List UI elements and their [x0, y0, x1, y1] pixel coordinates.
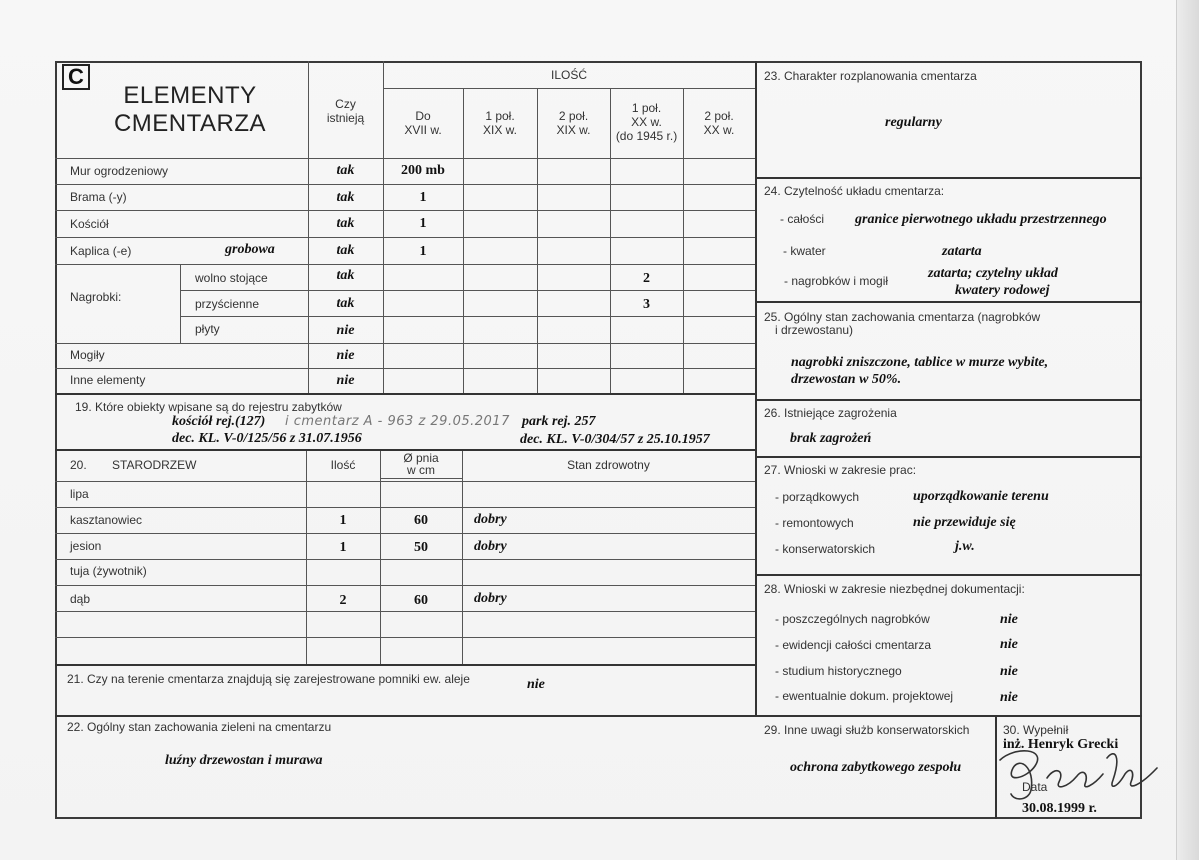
- q25-answer-line1: nagrobki zniszczone, tablice w murze wybite,: [791, 355, 1049, 370]
- col-divider: [380, 450, 381, 665]
- q24-quarters-value: zatarta: [942, 244, 982, 259]
- q26-answer: brak zagrożeń: [790, 431, 872, 446]
- row-line: [180, 290, 755, 291]
- row-line: [55, 507, 755, 508]
- q24-quarters-label: - kwater: [783, 244, 826, 258]
- exists-value: tak: [336, 216, 355, 231]
- exists-value: tak: [336, 268, 355, 283]
- tree-name: kasztanowiec: [70, 513, 143, 527]
- col-divider: [462, 450, 463, 665]
- quantity-value: 1: [419, 216, 427, 231]
- trees-diameter-header: Ø pnia w cm: [403, 451, 439, 477]
- row-line: [55, 237, 755, 238]
- tree-qty: 1: [339, 513, 347, 528]
- row-label: Mogiły: [70, 348, 105, 362]
- q28-item-value: nie: [1000, 664, 1018, 679]
- register-church: kościół rej.(127): [172, 414, 266, 429]
- q24-text: 24. Czytelność układu cmentarza:: [764, 184, 945, 198]
- q30-text: 30. Wypełnił: [1003, 723, 1069, 737]
- section-line: [55, 393, 755, 395]
- quantity-value: 3: [643, 297, 650, 312]
- row-line: [55, 611, 755, 612]
- section-line: [755, 177, 1142, 179]
- q28-item-label: - ewidencji całości cmentarza: [775, 638, 932, 652]
- period-header: Do XVII w.: [404, 109, 442, 137]
- exists-value: tak: [336, 243, 355, 258]
- section-line: [755, 399, 1142, 401]
- period-header: 1 poł. XIX w.: [482, 109, 517, 137]
- q28-item-value: nie: [1000, 690, 1018, 705]
- q29-text: 29. Inne uwagi służb konserwatorskich: [764, 723, 970, 737]
- row-label: płyty: [195, 322, 220, 336]
- q28-item-label: - ewentualnie dokum. projektowej: [775, 689, 954, 703]
- row-line: [383, 88, 755, 89]
- exists-header: Czy istnieją: [326, 97, 365, 125]
- exists-value: nie: [336, 373, 355, 388]
- main-divider: [755, 61, 757, 717]
- register-decision-park: dec. KL. V-0/304/57 z 25.10.1957: [520, 432, 710, 447]
- quantity-value: 1: [419, 190, 427, 205]
- row-line: [55, 264, 755, 265]
- q27-item-value: nie przewiduje się: [913, 515, 1016, 530]
- q22-text: 22. Ogólny stan zachowania zieleni na cmentarzu: [67, 720, 332, 734]
- row-label: Mur ogrodzeniowy: [70, 164, 169, 178]
- q24-graves-label: - nagrobków i mogił: [784, 274, 889, 288]
- chapel-note: grobowa: [225, 242, 275, 257]
- row-line: [380, 478, 462, 479]
- period-header: 2 poł. XX w.: [703, 109, 735, 137]
- trees-number: 20.: [70, 458, 87, 472]
- graves-label: Nagrobki:: [70, 290, 122, 304]
- tree-health: dobry: [474, 512, 507, 527]
- row-line: [55, 559, 755, 560]
- q25-text-line1: 25. Ogólny stan zachowania cmentarza (nagrobków: [764, 310, 1041, 324]
- q30-date: 30.08.1999 r.: [1022, 801, 1097, 816]
- quantity-value: 1: [419, 244, 427, 259]
- form-title-line2: CMENTARZA: [113, 110, 267, 137]
- section-line: [755, 456, 1142, 458]
- section-letter: C: [62, 64, 90, 90]
- signature-mark: [985, 738, 1165, 808]
- q23-text: 23. Charakter rozplanowania cmentarza: [764, 69, 977, 83]
- tree-diameter: 50: [414, 540, 428, 555]
- q29-answer: ochrona zabytkowego zespołu: [790, 760, 962, 775]
- section-line: [755, 301, 1142, 303]
- section-line: [55, 664, 755, 666]
- register-question: 19. Które obiekty wpisane są do rejestru zabytków: [75, 400, 342, 414]
- q28-item-label: - studium historycznego: [775, 664, 902, 678]
- register-decision-church: dec. KL. V-0/125/56 z 31.07.1956: [172, 431, 362, 446]
- section-line: [755, 574, 1142, 576]
- q28-item-value: nie: [1000, 612, 1018, 627]
- q28-item-value: nie: [1000, 637, 1018, 652]
- tree-diameter: 60: [414, 513, 428, 528]
- row-line: [55, 481, 755, 482]
- register-park: park rej. 257: [522, 414, 596, 429]
- q25-answer-line2: drzewostan w 50%.: [791, 372, 902, 387]
- form-title-line1: ELEMENTY: [123, 82, 257, 109]
- col-divider: [180, 264, 181, 343]
- q21-answer: nie: [527, 677, 545, 692]
- col-divider: [306, 450, 307, 665]
- tree-qty: 2: [339, 593, 347, 608]
- quantity-value: 2: [643, 271, 650, 286]
- row-label: przyścienne: [195, 297, 260, 311]
- period-header: 2 poł. XIX w.: [556, 109, 591, 137]
- row-line: [55, 533, 755, 534]
- q27-item-label: - konserwatorskich: [775, 542, 876, 556]
- q28-text: 28. Wnioski w zakresie niezbędnej dokumentacji:: [764, 582, 1025, 596]
- scanner-edge: [1176, 0, 1199, 860]
- q28-item-label: - poszczególnych nagrobków: [775, 612, 930, 626]
- q21-text: 21. Czy na terenie cmentarza znajdują się zarejestrowane pomniki ew. aleje: [67, 672, 470, 686]
- tree-qty: 1: [339, 540, 347, 555]
- tree-diameter: 60: [414, 593, 428, 608]
- row-line: [55, 343, 755, 344]
- quantity-value: 200 mb: [401, 163, 445, 178]
- tree-name: tuja (żywotnik): [70, 564, 147, 578]
- row-line: [55, 158, 755, 159]
- exists-value: tak: [336, 296, 355, 311]
- tree-health: dobry: [474, 539, 507, 554]
- q24-whole-label: - całości: [780, 212, 825, 226]
- trees-qty-header: Ilość: [330, 458, 356, 472]
- q27-item-label: - porządkowych: [775, 490, 860, 504]
- row-line: [55, 184, 755, 185]
- q23-answer: regularny: [885, 115, 942, 130]
- section-line: [55, 715, 1142, 717]
- period-header: 1 poł. XX w. (do 1945 r.): [615, 101, 678, 143]
- exists-value: nie: [336, 348, 355, 363]
- q30-name: inż. Henryk Grecki: [1003, 737, 1119, 752]
- q24-whole-value: granice pierwotnego układu przestrzennego: [855, 212, 1107, 227]
- pencil-annotation: i cmentarz A - 963 z 29.05.2017: [285, 414, 510, 429]
- row-label: Kościół: [70, 217, 109, 231]
- row-line: [55, 210, 755, 211]
- row-label: Inne elementy: [70, 373, 146, 387]
- q27-item-label: - remontowych: [775, 516, 854, 530]
- q24-graves-value-line2: kwatery rodowej: [955, 283, 1050, 298]
- tree-name: dąb: [70, 592, 91, 606]
- q24-graves-value-line1: zatarta; czytelny układ: [928, 266, 1058, 281]
- q22-answer: luźny drzewostan i murawa: [165, 753, 323, 768]
- exists-value: nie: [336, 323, 355, 338]
- row-line: [55, 368, 755, 369]
- trees-health-header: Stan zdrowotny: [567, 458, 650, 472]
- quantity-header: ILOŚĆ: [550, 68, 587, 82]
- trees-title: STARODRZEW: [112, 458, 197, 472]
- tree-health: dobry: [474, 591, 507, 606]
- row-label: Brama (-y): [70, 190, 127, 204]
- q26-text: 26. Istniejące zagrożenia: [764, 406, 897, 420]
- row-label: Kaplica (-e): [70, 244, 132, 258]
- q27-item-value: j.w.: [955, 539, 975, 554]
- q27-text: 27. Wnioski w zakresie prac:: [764, 463, 917, 477]
- exists-value: tak: [336, 163, 355, 178]
- row-line: [180, 316, 755, 317]
- tree-name: jesion: [70, 539, 102, 553]
- q30-date-label: Data: [1022, 780, 1048, 794]
- row-label: wolno stojące: [195, 271, 268, 285]
- row-line: [55, 637, 755, 638]
- q25-text-line2: i drzewostanu): [775, 323, 854, 337]
- row-line: [55, 585, 755, 586]
- tree-name: lipa: [70, 487, 89, 501]
- q27-item-value: uporządkowanie terenu: [913, 489, 1049, 504]
- exists-value: tak: [336, 190, 355, 205]
